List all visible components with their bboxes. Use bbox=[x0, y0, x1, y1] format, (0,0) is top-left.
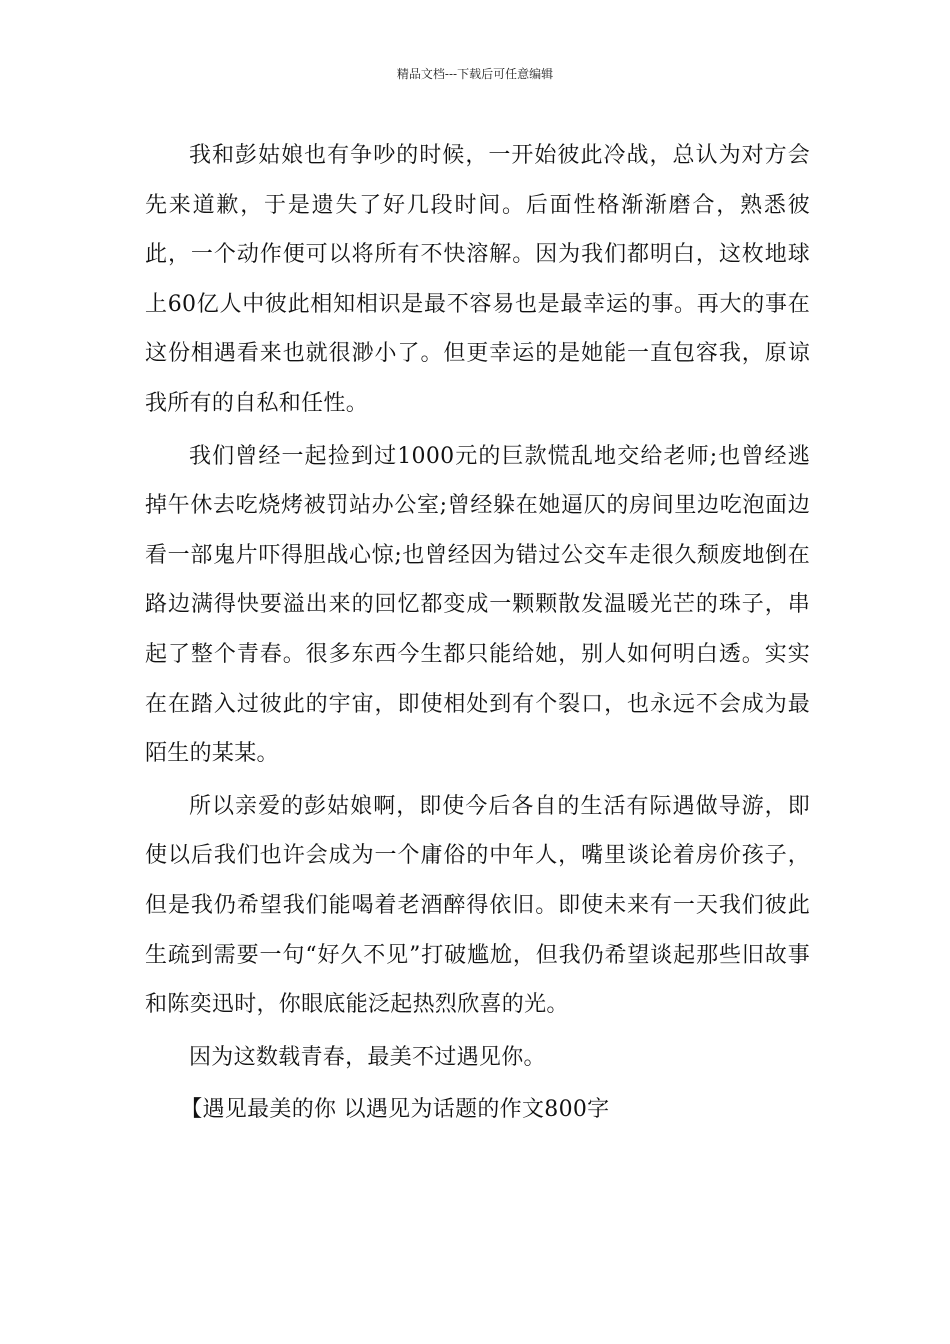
paragraph-1: 我和彭姑娘也有争吵的时候，一开始彼此冷战，总认为对方会先来道歉，于是遗失了好几段时间。后面性格渐渐磨合，熟悉彼此，一个动作便可以将所有不快溶解。因为我们都明白，这枚地球上60亿人中彼此相知相识是最不容易也是最幸运的事。再大的事在这份相遇看来也就很渺小了。但更幸运的是她能一直包容我，原谅我所有的自私和任性。 bbox=[145, 143, 810, 416]
paragraph-2: 我们曾经一起捡到过1000元的巨款慌乱地交给老师;也曾经逃掉午休去吃烧烤被罚站办公室;曾经躲在她逼仄的房间里边吃泡面边看一部鬼片吓得胆战心惊;也曾经因为错过公交车走很久颓废地倒在路边满得快要溢出来的回忆都变成一颗颗散发温暖光芒的珠子，串起了整个青春。很多东西今生都只能给她，别人如何明白透。实实在在踏入过彼此的宇宙，即使相处到有个裂口，也永远不会成为最陌生的某某。 bbox=[145, 443, 810, 767]
essay-body bbox=[145, 131, 810, 1138]
paragraph-3: 所以亲爱的彭姑娘啊，即使今后各自的生活有际遇做导游，即使以后我们也许会成为一个庸俗的中年人，嘴里谈论着房价孩子，但是我仍希望我们能喝着老酒醉得依旧。即使未来有一天我们彼此生疏到需要一句“好久不见”打破尴尬，但我仍希望谈起那些旧故事和陈奕迅时，你眼底能泛起热烈欣喜的光。 bbox=[145, 793, 810, 1018]
paragraph-4: 因为这数载青春，最美不过遇见你。 bbox=[189, 1044, 546, 1070]
page-header: 精品文档---下载后可任意编辑 bbox=[396, 67, 554, 81]
essay-title-line: 【遇见最美的你 以遇见为话题的作文800字 bbox=[180, 1097, 610, 1123]
